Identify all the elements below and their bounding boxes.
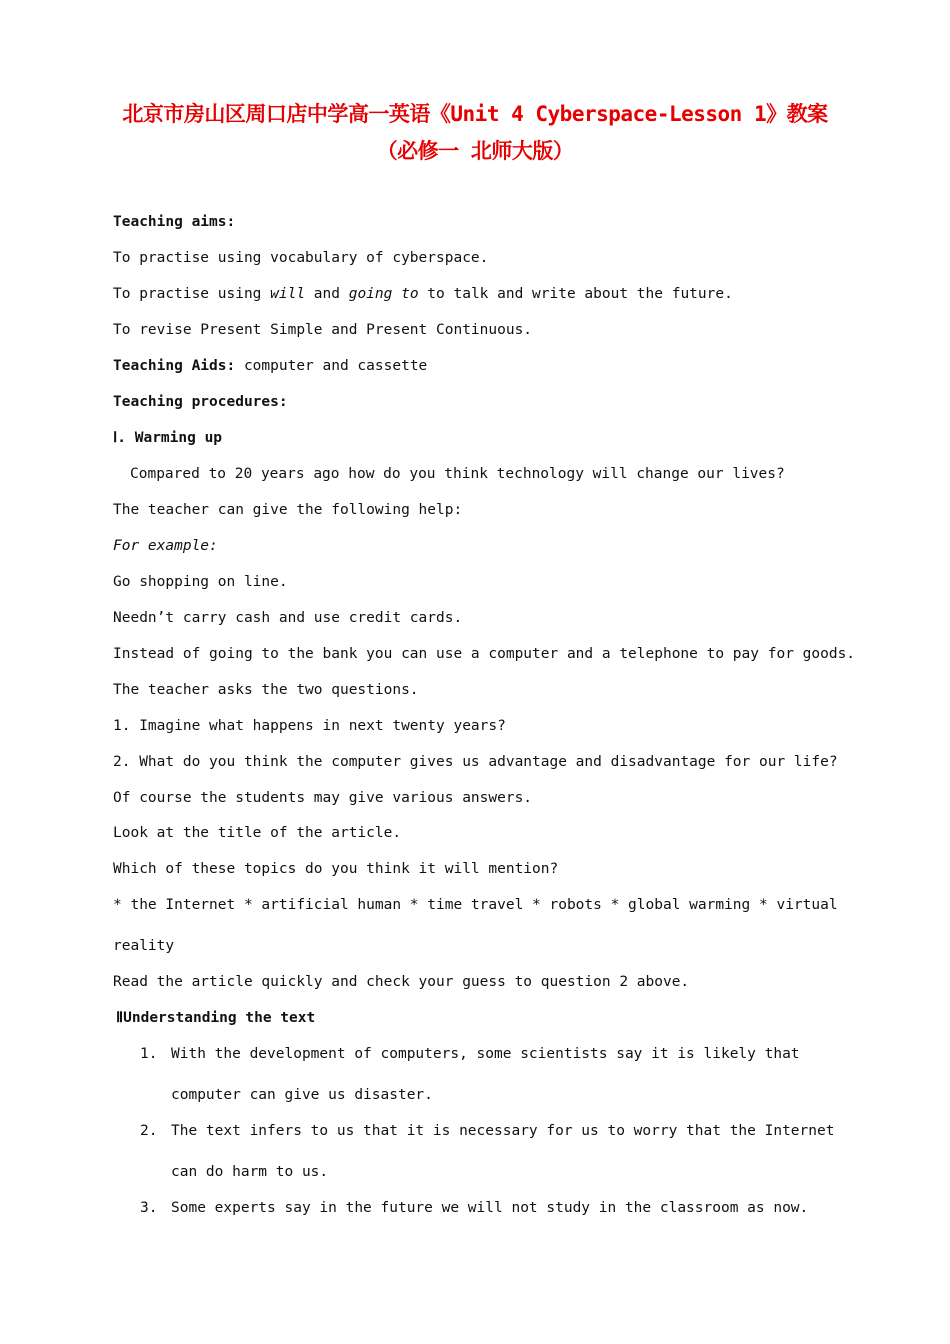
example-1: Go shopping on line. — [113, 574, 288, 590]
example-3: Instead of going to the bank you can use a computer and a telephone to pay for goods. — [113, 646, 856, 662]
aim-2-post: to talk and write about the future. — [418, 286, 733, 302]
for-example: For example: — [113, 538, 218, 554]
topics-list-cont: reality — [113, 938, 175, 954]
teacher-help: The teacher can give the following help: — [113, 502, 463, 518]
teaching-aids-label: Teaching Aids: — [113, 358, 236, 374]
various-answers: Of course the students may give various answers. — [113, 790, 533, 806]
example-2: Needn’t carry cash and use credit cards. — [113, 610, 463, 626]
item-3-number: 3. — [140, 1200, 158, 1216]
item-2-line-1: The text infers to us that it is necessary for us to worry that the Internet — [171, 1123, 835, 1139]
teaching-aims-heading: Teaching aims: — [113, 214, 236, 230]
read-article: Read the article quickly and check your guess to question 2 above. — [113, 974, 690, 990]
document-title: 北京市房山区周口店中学高一英语《Unit 4 Cyberspace-Lesson 1》教案 — [122, 102, 828, 126]
understanding-heading: ⅡUnderstanding the text — [116, 1010, 316, 1026]
teaching-aids-value: computer and cassette — [235, 358, 428, 374]
item-3-line-1: Some experts say in the future we will not study in the classroom as now. — [171, 1200, 809, 1216]
aim-2-pre: To practise using — [113, 286, 271, 302]
look-title: Look at the title of the article. — [113, 825, 402, 841]
item-2-number: 2. — [140, 1123, 158, 1139]
aim-1: To practise using vocabulary of cyberspace. — [113, 250, 489, 266]
item-2-line-2: can do harm to us. — [171, 1164, 329, 1180]
document-subtitle: （必修一 北师大版） — [376, 139, 574, 163]
item-1-line-2: computer can give us disaster. — [171, 1087, 433, 1103]
warming-up-heading: Ⅰ. Warming up — [113, 430, 223, 446]
topics-list: * the Internet * artificial human * time travel * robots * global warming * virtual — [113, 897, 838, 913]
item-1-line-1: With the development of computers, some scientists say it is likely that — [171, 1046, 800, 1062]
aim-2-will: will — [270, 286, 306, 302]
teaching-procedures-heading: Teaching procedures: — [113, 394, 288, 410]
aim-2-and: and — [305, 286, 349, 302]
teaching-aids — [113, 356, 427, 376]
warming-question: Compared to 20 years ago how do you think technology will change our lives? — [130, 466, 785, 482]
question-2: 2. What do you think the computer gives us advantage and disadvantage for our life? — [113, 754, 838, 770]
aim-2-going: going to — [348, 286, 419, 302]
question-1: 1. Imagine what happens in next twenty years? — [113, 718, 506, 734]
aim-2 — [113, 284, 733, 304]
item-1-number: 1. — [140, 1046, 158, 1062]
teacher-asks: The teacher asks the two questions. — [113, 682, 419, 698]
which-topics: Which of these topics do you think it will mention? — [113, 861, 559, 877]
aim-3: To revise Present Simple and Present Continuous. — [113, 322, 533, 338]
